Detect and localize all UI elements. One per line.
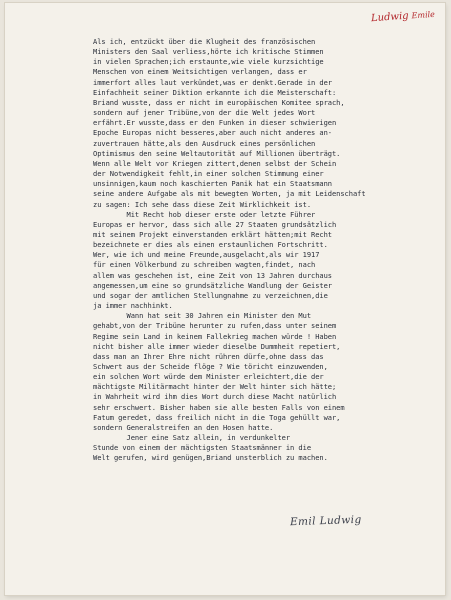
text-line: mit seinem Projekt einverstanden erklärt hätten;mit Recht: [93, 229, 332, 239]
text-line: Welt gerufen, wird genügen,Briand unsterblich zu machen.: [93, 453, 328, 463]
text-line: Europas er hervor, dass sich alle 27 Staaten grundsätzlich: [93, 219, 337, 229]
text-line: Menschen von einem Weitsichtigen verlangen, dass er: [93, 67, 307, 77]
text-line: Stunde von einem der mächtigsten Staatsmänner in die: [93, 443, 312, 453]
annotation-small: Emile: [411, 9, 436, 21]
text-line: Mit Recht hob dieser erste oder letzte Führer: [93, 209, 316, 219]
text-line: bezeichnete er dies als einen erstaunlichen Fortschritt.: [93, 240, 328, 250]
text-line: Jener eine Satz allein, in verdunkelter: [93, 433, 291, 443]
text-line: Regime sein Land in keinem Fallekrieg machen würde ! Haben: [93, 331, 337, 341]
paragraph-2: [93, 210, 449, 312]
handwritten-annotation: [371, 9, 436, 24]
text-line: in Wahrheit wird ihm dies Wort durch diese Macht natürlich: [93, 392, 337, 402]
text-line: Wann hat seit 30 Jahren ein Minister den Mut: [93, 311, 312, 321]
paragraph-3: [93, 311, 449, 433]
paragraph-1: [93, 37, 449, 210]
text-line: Fatum geredet, dass freilich nicht in die Toga gehüllt war,: [93, 412, 341, 422]
text-line: in vielen Sprachen;ich erstaunte,wie viele kurzsichtige: [93, 57, 324, 67]
text-line: Wer, wie ich und meine Freunde,ausgelacht,als wir 1917: [93, 250, 320, 260]
text-line: Epoche Europas nicht besseres,aber auch nicht anderes an-: [93, 128, 332, 138]
text-line: dass man an Ihrer Ehre nicht rühren dürfe,ohne dass das: [93, 351, 324, 361]
text-line: und sogar der amtlichen Stellungnahme zu verzeichnen,die: [93, 290, 328, 300]
text-line: ein solchen Wort würde dem Minister erleichtert,die der: [93, 372, 324, 382]
text-line: erfährt.Er wusste,dass er den Funken in dieser schwierigen: [93, 118, 337, 128]
text-line: immerfort alles laut verkündet,was er denkt.Gerade in der: [93, 77, 332, 87]
text-line: Einfachheit seiner Diktion erkannte ich die Meisterschaft:: [93, 87, 337, 97]
text-line: für einen Völkerbund zu schreiben wagten,findet, nach: [93, 260, 316, 270]
signature: Emil Ludwig: [289, 513, 362, 529]
text-line: allem was geschehen ist, eine Zeit von 13 Jahren durchaus: [93, 270, 332, 280]
text-line: sondern auf jener Tribüne,von der die Welt jedes Wort: [93, 108, 316, 118]
letter-page: [5, 3, 445, 595]
text-line: Als ich, entzückt über die Klugheit des französischen: [93, 37, 316, 46]
text-line: ja immer nachhinkt.: [93, 301, 173, 311]
typed-text: [93, 37, 449, 464]
text-line: gehabt,von der Tribüne herunter zu rufen,dass unter seinem: [93, 321, 337, 331]
text-line: Wenn alle Welt vor Kriegen zittert,denen selbst der Schein: [93, 158, 337, 168]
text-line: Ministers den Saal verliess,hörte ich kritische Stimmen: [93, 47, 324, 57]
annotation-name: Ludwig: [370, 10, 410, 25]
text-line: seine andere Aufgabe als mit bewegten Worten, ja mit Leidenschaft: [93, 189, 366, 199]
text-line: Schwert aus der Scheide flöge ? Wie töricht einzuwenden,: [93, 362, 328, 371]
text-line: zuvertrauen hätte,als den Ausdruck eines persönlichen: [93, 138, 316, 148]
text-line: nicht bisher alle immer wieder dieselbe Dummheit repetiert,: [93, 341, 341, 351]
text-line: unsinnigen,kaum noch kaschierten Panik hat ein Staatsmann: [93, 179, 332, 189]
paragraph-4: [93, 433, 449, 463]
text-line: angemessen,um eine so grundsätzliche Wandlung der Geister: [93, 280, 332, 290]
text-line: mächtigste Militärmacht hinter der Welt hinter sich hätte;: [93, 382, 337, 392]
text-line: Optimismus den seine Weltautorität auf Millionen überträgt.: [93, 148, 341, 158]
text-line: Briand wusste, dass er nicht im europäischen Komitee sprach,: [93, 97, 345, 107]
text-line: sehr erschwert. Bisher haben sie alle besten Falls von einem: [93, 402, 345, 412]
text-line: sondern Generalstreifen an den Hosen hatte.: [93, 422, 274, 432]
text-line: der Notwendigkeit fehlt,in einer solchen Stimmung einer: [93, 169, 324, 179]
text-line: zu sagen: Ich sehe dass diese Zeit Wirklichkeit ist.: [93, 199, 312, 209]
